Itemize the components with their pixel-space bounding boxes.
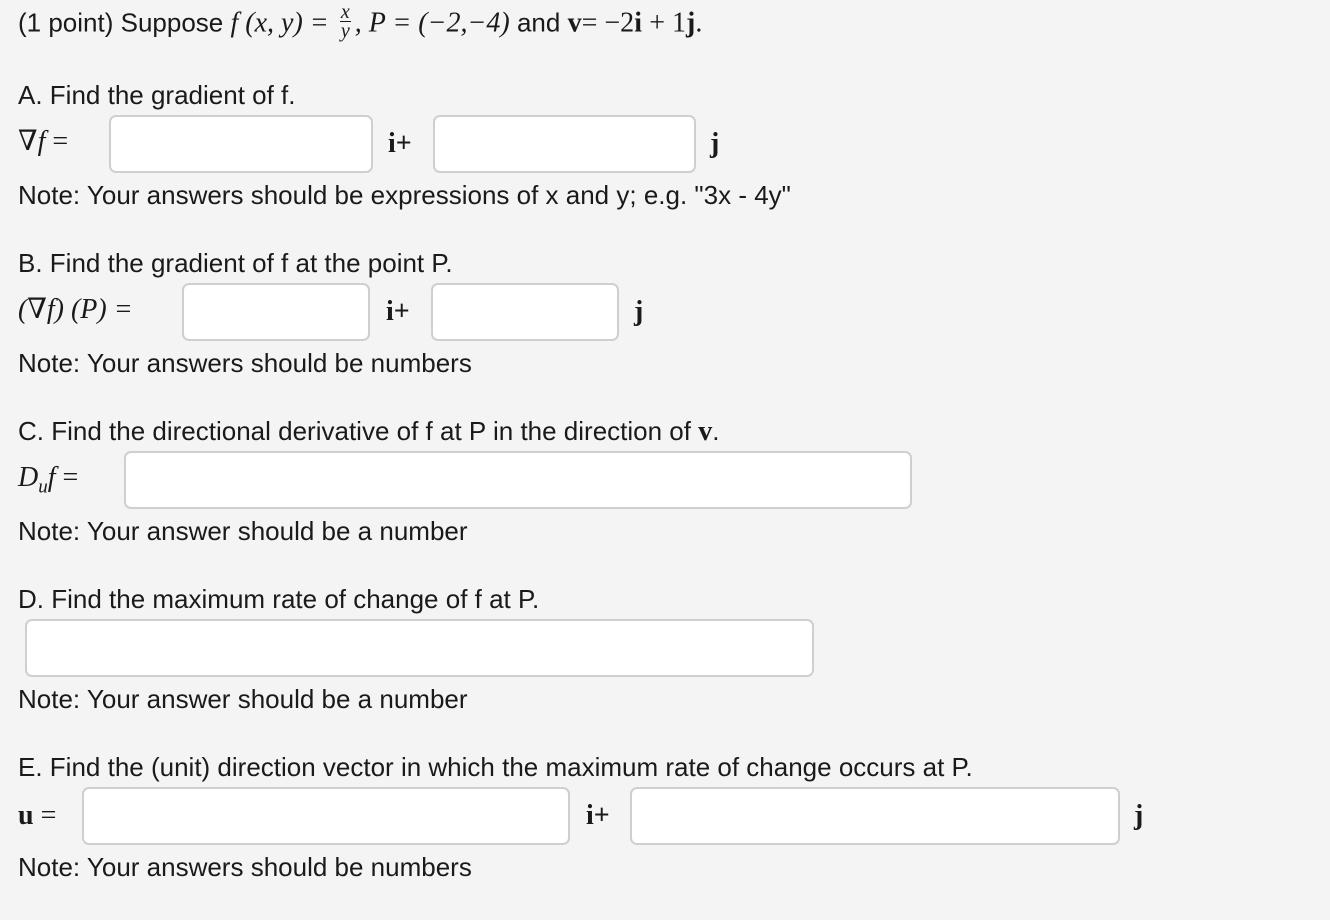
i-plus-label: i+ xyxy=(386,296,410,327)
directional-derivative-input[interactable] xyxy=(124,451,912,509)
part-b-note: Note: Your answers should be numbers xyxy=(18,348,472,378)
part-a-lhs xyxy=(18,128,68,156)
part-a-title: A. Find the gradient of f. xyxy=(18,80,296,110)
part-e-title: E. Find the (unit) direction vector in which the maximum rate of change occurs at P. xyxy=(18,752,973,782)
function-fraction xyxy=(340,3,351,40)
f-symbol: f xyxy=(47,462,56,493)
u-vector-label: u xyxy=(18,800,34,831)
direction-vector-j-input[interactable] xyxy=(630,787,1120,845)
period: . xyxy=(712,416,720,446)
part-b-title: B. Find the gradient of f at the point P. xyxy=(18,248,453,278)
direction-vector-i-input[interactable] xyxy=(82,787,570,845)
equals-sign: = xyxy=(62,462,79,493)
u-subscript: u xyxy=(38,476,48,498)
nabla-symbol: ∇ xyxy=(18,126,38,157)
part-b-lhs: (∇f) (P) = xyxy=(18,294,133,325)
part-d-note: Note: Your answer should be a number xyxy=(18,684,468,714)
part-c-note: Note: Your answer should be a number xyxy=(18,516,468,546)
function-lhs: f (x, y) = xyxy=(230,7,329,39)
j-label: j xyxy=(1134,800,1144,831)
part-c-title-text: C. Find the directional derivative of f at P in the direction of xyxy=(18,416,691,446)
part-e-note: Note: Your answers should be numbers xyxy=(18,852,472,882)
d-symbol: D xyxy=(18,462,39,493)
part-c-lhs xyxy=(18,464,78,497)
fraction-numerator: x xyxy=(340,1,350,23)
and-word: and xyxy=(516,7,561,38)
point-definition: , P = (−2,−4) xyxy=(354,7,510,39)
period: . xyxy=(695,7,703,39)
fraction-denominator: y xyxy=(340,20,350,42)
gradient-at-p-i-input[interactable] xyxy=(182,283,370,341)
j-label: j xyxy=(710,128,720,159)
gradient-j-input[interactable] xyxy=(433,115,696,173)
gradient-i-input[interactable] xyxy=(109,115,373,173)
equals-sign: = xyxy=(52,126,69,157)
part-c-title xyxy=(18,418,719,446)
vector-v-label: v xyxy=(567,7,582,39)
f-symbol: f xyxy=(37,126,46,157)
problem-statement xyxy=(18,1,703,43)
equals-sign: = xyxy=(40,800,57,831)
vector-v-label: v xyxy=(698,416,713,447)
max-rate-input[interactable] xyxy=(25,619,814,677)
part-d-title: D. Find the maximum rate of change of f at P. xyxy=(18,584,540,614)
j-label: j xyxy=(634,296,644,327)
unit-j: j xyxy=(686,7,696,39)
i-plus-label: i+ xyxy=(586,800,610,831)
part-a-note: Note: Your answers should be expressions of x and y; e.g. "3x - 4y" xyxy=(18,180,791,210)
gradient-at-p-j-input[interactable] xyxy=(431,283,619,341)
points-label: (1 point) Suppose xyxy=(18,7,224,38)
part-e-lhs xyxy=(18,802,56,830)
plus-coefficient: + 1 xyxy=(649,7,686,39)
i-plus-label: i+ xyxy=(388,128,412,159)
vector-v-eq: = −2 xyxy=(581,7,635,39)
unit-i: i xyxy=(634,7,642,39)
